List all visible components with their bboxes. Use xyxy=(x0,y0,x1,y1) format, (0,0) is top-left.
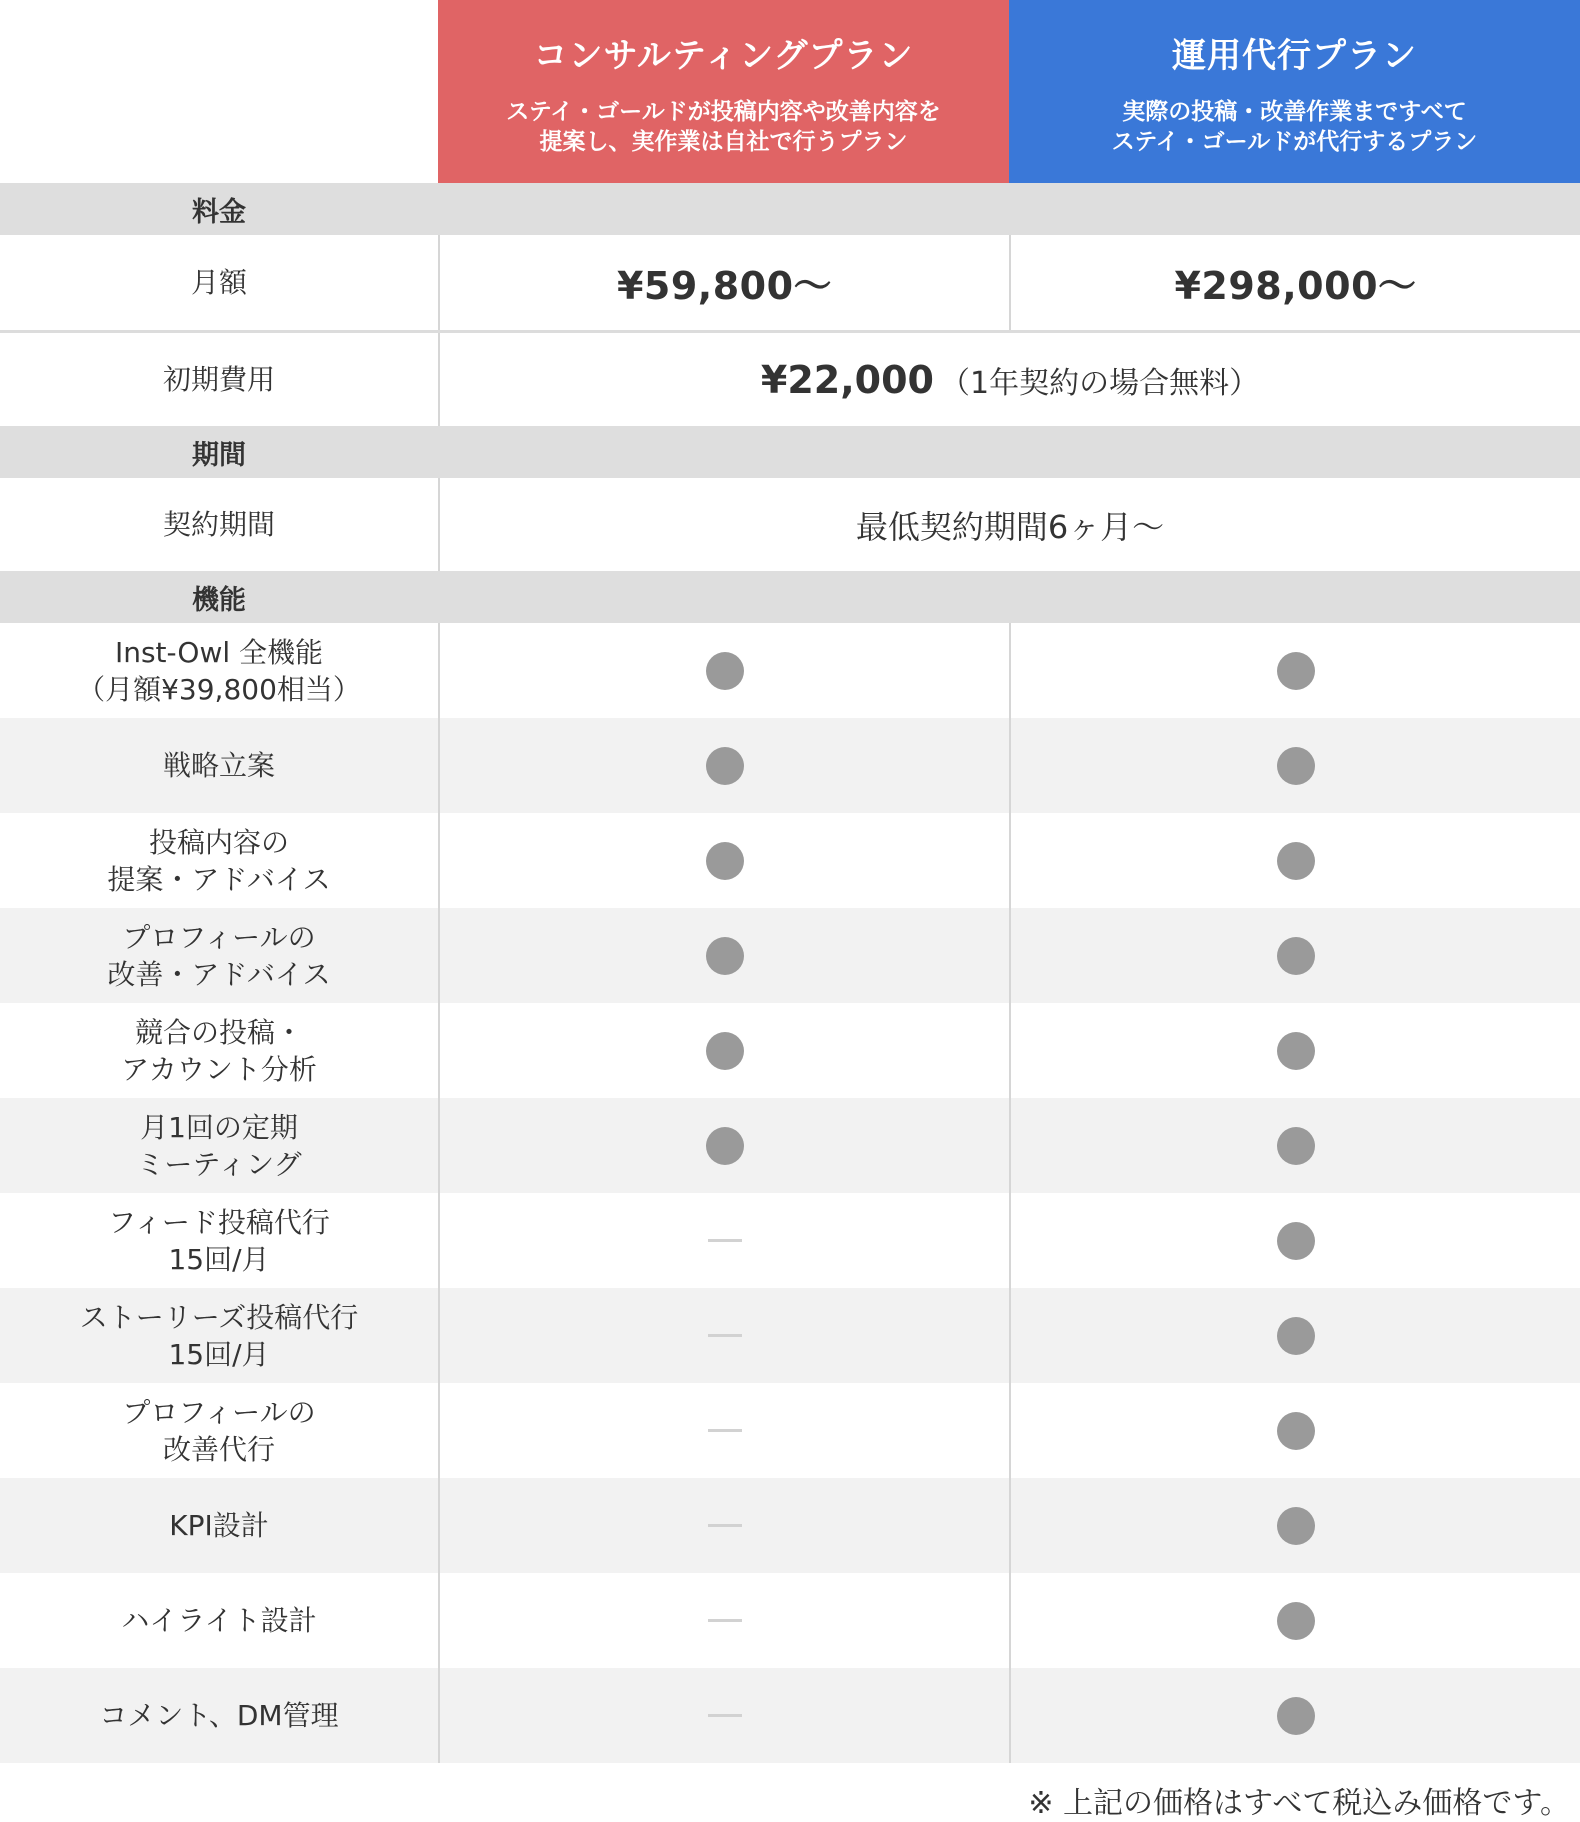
feature-row xyxy=(0,1383,1580,1478)
feature-label-line2: アカウント分析 xyxy=(121,1052,317,1086)
included-dot-icon xyxy=(1277,1222,1315,1260)
included-dot-icon xyxy=(1277,842,1315,880)
feature-row xyxy=(0,718,1580,813)
consulting-plan-description xyxy=(506,97,940,157)
plan-header-row xyxy=(0,0,1580,183)
feature-label-line1: Inst-Owl 全機能 xyxy=(114,635,324,669)
not-included-dash-icon xyxy=(708,1714,742,1717)
feature-label-line1: ハイライト設計 xyxy=(121,1604,317,1637)
feature-label-text xyxy=(99,1697,338,1734)
feature-label xyxy=(0,1193,438,1288)
feature-label xyxy=(0,1383,438,1478)
feature-label-text xyxy=(121,1014,317,1088)
included-dot-icon xyxy=(1277,937,1315,975)
operation-feature-cell xyxy=(1009,908,1580,1003)
section-period-label: 期間 xyxy=(192,439,246,471)
operation-feature-cell xyxy=(1009,1098,1580,1193)
section-fee-label: 料金 xyxy=(192,196,246,228)
feature-label-line1: プロフィールの xyxy=(122,1395,316,1429)
included-dot-icon xyxy=(706,1032,744,1070)
feature-label xyxy=(0,1573,438,1668)
included-dot-icon xyxy=(706,842,744,880)
operation-desc-line2: ステイ・ゴールドが代行するプラン xyxy=(1111,129,1478,155)
initial-fee-price: ¥22,000 xyxy=(760,357,934,402)
feature-row xyxy=(0,908,1580,1003)
feature-label-text xyxy=(80,1299,359,1373)
feature-label-line1: 競合の投稿・ xyxy=(134,1015,303,1049)
consulting-desc-line2: 提案し、実作業は自社で行うプラン xyxy=(539,129,908,155)
section-period xyxy=(0,426,1580,478)
operation-feature-cell xyxy=(1009,1478,1580,1573)
consulting-monthly-price: ¥59,800〜 xyxy=(438,235,1009,330)
features-list xyxy=(0,623,1580,1763)
feature-row xyxy=(0,1288,1580,1383)
contract-period-row xyxy=(0,478,1580,571)
feature-label xyxy=(0,1288,438,1383)
initial-fee-row xyxy=(0,333,1580,426)
header-empty-cell xyxy=(0,0,438,183)
feature-row xyxy=(0,1668,1580,1763)
tax-footnote: ※ 上記の価格はすべて税込み価格です。 xyxy=(1028,1786,1570,1821)
operation-feature-cell xyxy=(1009,1288,1580,1383)
included-dot-icon xyxy=(1277,1127,1315,1165)
included-dot-icon xyxy=(1277,1412,1315,1450)
operation-feature-cell xyxy=(1009,1573,1580,1668)
feature-label xyxy=(0,718,438,813)
feature-row xyxy=(0,1003,1580,1098)
feature-label-line2: 15回/月 xyxy=(168,1242,270,1276)
feature-row xyxy=(0,623,1580,718)
consulting-feature-cell xyxy=(438,1003,1009,1098)
included-dot-icon xyxy=(1277,1317,1315,1355)
feature-row xyxy=(0,1193,1580,1288)
feature-label xyxy=(0,623,438,718)
feature-label-line1: 月1回の定期 xyxy=(140,1110,298,1144)
operation-feature-cell xyxy=(1009,1668,1580,1763)
consulting-feature-cell xyxy=(438,1288,1009,1383)
feature-label-line1: プロフィールの xyxy=(122,920,316,954)
operation-plan-name: 運用代行プラン xyxy=(1172,36,1417,76)
consulting-feature-cell xyxy=(438,1383,1009,1478)
feature-label-text xyxy=(169,1507,269,1544)
feature-label-text xyxy=(107,919,330,993)
included-dot-icon xyxy=(1277,747,1315,785)
included-dot-icon xyxy=(706,1127,744,1165)
operation-plan-description xyxy=(1112,97,1477,157)
consulting-feature-cell xyxy=(438,718,1009,813)
operation-feature-cell xyxy=(1009,718,1580,813)
not-included-dash-icon xyxy=(708,1429,742,1432)
feature-label-text xyxy=(121,1602,316,1639)
operation-feature-cell xyxy=(1009,813,1580,908)
operation-feature-cell xyxy=(1009,1193,1580,1288)
section-fee xyxy=(0,183,1580,235)
operation-plan-header xyxy=(1009,0,1580,183)
feature-label-line2: 提案・アドバイス xyxy=(107,862,331,896)
feature-label-line1: ストーリーズ投稿代行 xyxy=(79,1300,359,1334)
contract-period-label: 契約期間 xyxy=(162,508,275,541)
included-dot-icon xyxy=(1277,1507,1315,1545)
consulting-feature-cell xyxy=(438,1478,1009,1573)
operation-feature-cell xyxy=(1009,1383,1580,1478)
consulting-feature-cell xyxy=(438,1098,1009,1193)
feature-label-line2: 改善代行 xyxy=(162,1432,275,1466)
contract-period-value: 最低契約期間6ヶ月〜 xyxy=(438,478,1580,571)
included-dot-icon xyxy=(1277,652,1315,690)
feature-label xyxy=(0,813,438,908)
consulting-feature-cell xyxy=(438,1573,1009,1668)
not-included-dash-icon xyxy=(708,1239,742,1242)
monthly-fee-row xyxy=(0,235,1580,333)
not-included-dash-icon xyxy=(708,1619,742,1622)
feature-label xyxy=(0,1098,438,1193)
consulting-plan-header xyxy=(438,0,1009,183)
feature-label-line1: フィード投稿代行 xyxy=(108,1205,330,1239)
feature-label-line2: 15回/月 xyxy=(168,1337,270,1371)
consulting-desc-line1: ステイ・ゴールドが投稿内容や改善内容を xyxy=(506,99,941,125)
feature-label xyxy=(0,1668,438,1763)
operation-monthly-price: ¥298,000〜 xyxy=(1009,235,1580,330)
operation-feature-cell xyxy=(1009,623,1580,718)
feature-label-text xyxy=(107,824,330,898)
included-dot-icon xyxy=(1277,1602,1315,1640)
feature-label-text xyxy=(136,1109,301,1183)
consulting-feature-cell xyxy=(438,623,1009,718)
initial-fee-label: 初期費用 xyxy=(162,363,275,396)
operation-feature-cell xyxy=(1009,1003,1580,1098)
included-dot-icon xyxy=(706,747,744,785)
feature-label-line1: 投稿内容の xyxy=(148,825,289,859)
feature-row xyxy=(0,1478,1580,1573)
section-features-label: 機能 xyxy=(192,584,246,616)
feature-label xyxy=(0,908,438,1003)
feature-row xyxy=(0,813,1580,908)
included-dot-icon xyxy=(706,937,744,975)
section-features xyxy=(0,571,1580,623)
initial-fee-note: （1年契約の場合無料） xyxy=(939,365,1260,401)
included-dot-icon xyxy=(706,652,744,690)
operation-desc-line1: 実際の投稿・改善作業まですべて xyxy=(1122,99,1467,125)
initial-fee-value xyxy=(438,333,1580,426)
consulting-feature-cell xyxy=(438,813,1009,908)
consulting-plan-name: コンサルティングプラン xyxy=(533,36,914,76)
feature-label-text xyxy=(77,634,361,708)
feature-label-line2: （月額¥39,800相当） xyxy=(77,672,361,706)
included-dot-icon xyxy=(1277,1032,1315,1070)
consulting-feature-cell xyxy=(438,1668,1009,1763)
feature-label xyxy=(0,1003,438,1098)
included-dot-icon xyxy=(1277,1697,1315,1735)
feature-row xyxy=(0,1573,1580,1668)
feature-label-line2: ミーティング xyxy=(136,1147,302,1181)
feature-label-text xyxy=(122,1394,315,1468)
monthly-fee-label: 月額 xyxy=(190,266,247,299)
feature-label-text xyxy=(163,747,275,784)
feature-label-line1: コメント、DM管理 xyxy=(99,1699,339,1732)
feature-label-line2: 改善・アドバイス xyxy=(107,957,331,991)
feature-label-line1: KPI設計 xyxy=(169,1509,269,1542)
consulting-feature-cell xyxy=(438,1193,1009,1288)
not-included-dash-icon xyxy=(708,1334,742,1337)
consulting-feature-cell xyxy=(438,908,1009,1003)
feature-label-text xyxy=(108,1204,330,1278)
feature-label xyxy=(0,1478,438,1573)
not-included-dash-icon xyxy=(708,1524,742,1527)
feature-row xyxy=(0,1098,1580,1193)
feature-label-line1: 戦略立案 xyxy=(162,749,275,782)
